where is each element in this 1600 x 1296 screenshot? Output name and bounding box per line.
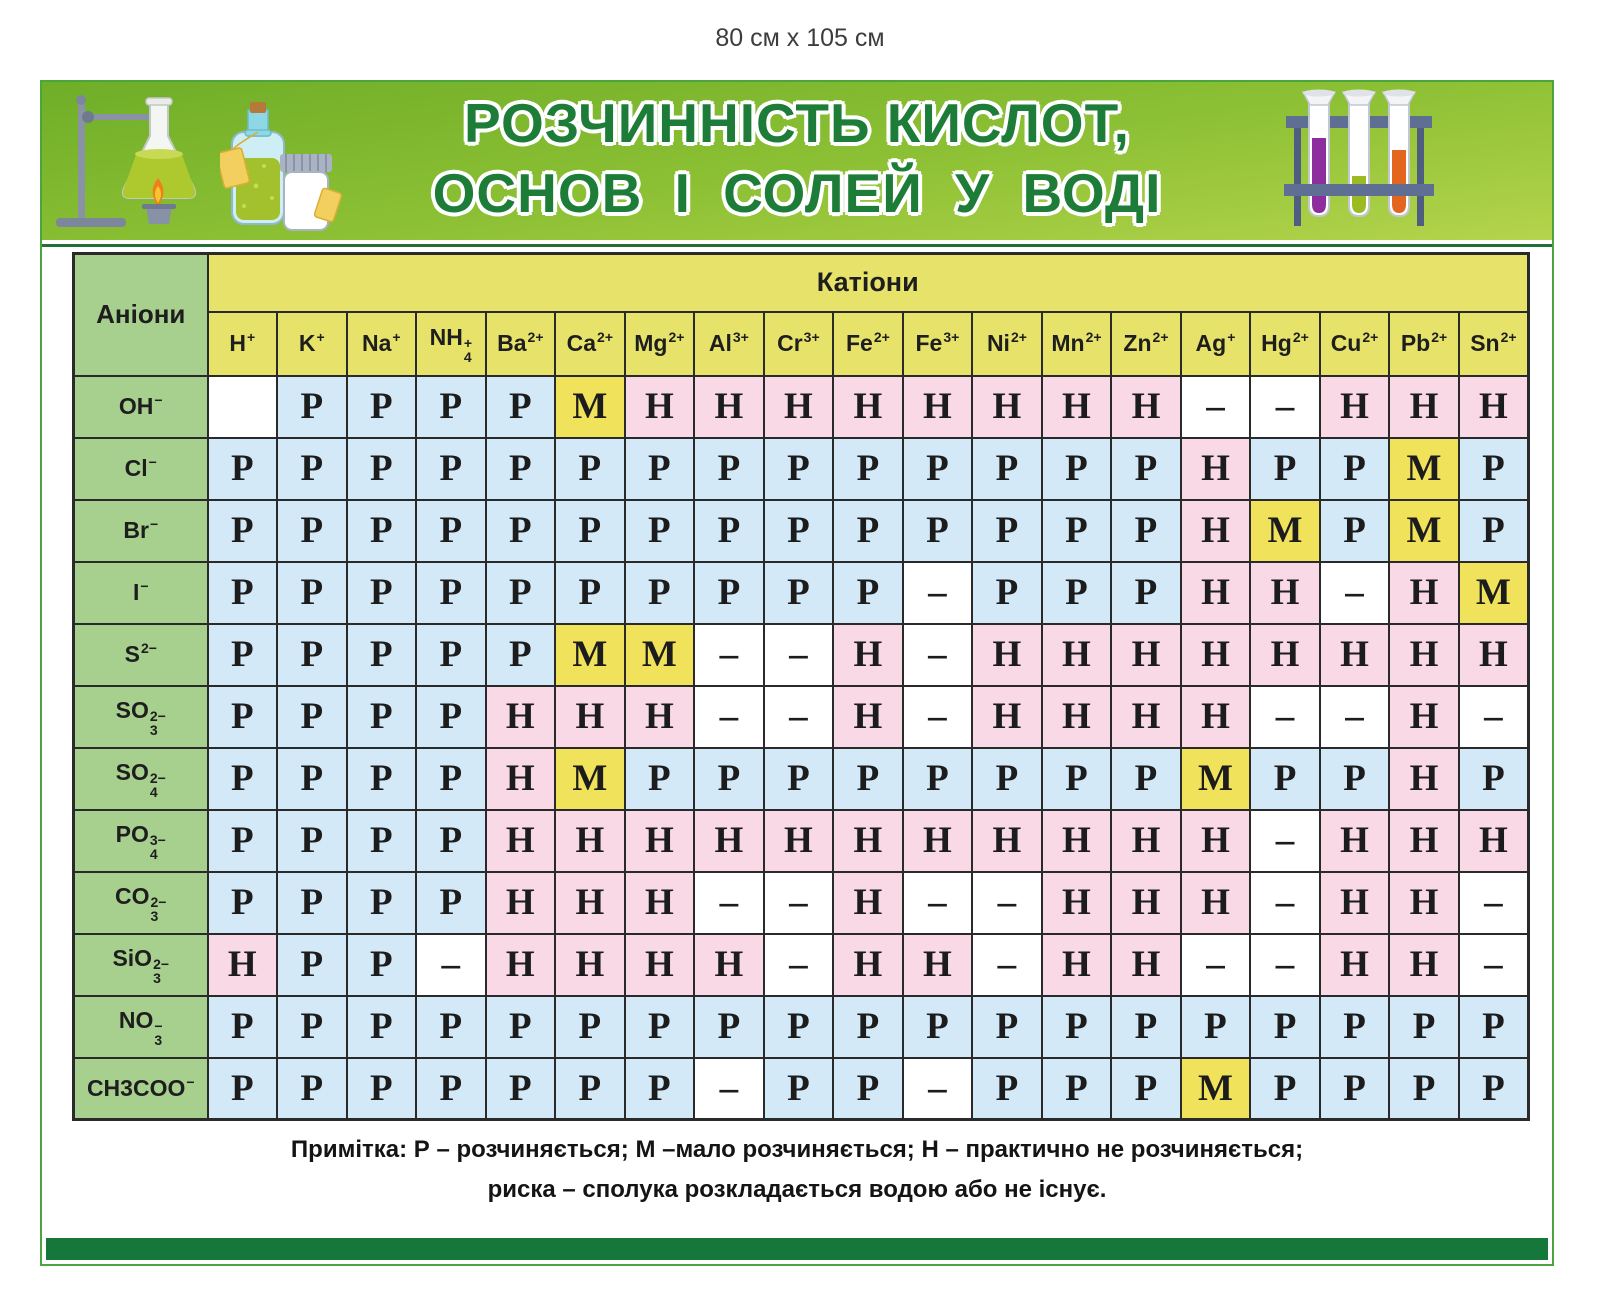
cation-header: $Fe^{2+}$ [833,312,903,376]
solubility-cell: Н [1320,872,1390,934]
solubility-cell: Р [347,500,417,562]
solubility-cell: Н [972,686,1042,748]
solubility-cell: Н [903,376,973,438]
solubility-cell: Р [1250,1058,1320,1120]
anion-header: PO 3− 4 [74,810,208,872]
solubility-cell: Н [833,810,903,872]
cation-header: $Ca^{2+}$ [555,312,625,376]
solubility-cell: Н [1250,562,1320,624]
solubility-cell: Р [1042,438,1112,500]
solubility-cell: Р [972,438,1042,500]
solubility-cell: М [555,748,625,810]
solubility-cell: – [1459,934,1529,996]
solubility-cell: Р [277,624,347,686]
cation-header: $Ni^{2+}$ [972,312,1042,376]
solubility-cell: Р [208,562,278,624]
solubility-cell: – [694,686,764,748]
solubility-cell: Р [1042,1058,1112,1120]
solubility-cell: Р [277,872,347,934]
solubility-cell: Н [1111,934,1181,996]
solubility-cell: Р [764,438,834,500]
solubility-cell [208,376,278,438]
solubility-cell: Н [1111,872,1181,934]
solubility-table [72,252,1530,1121]
solubility-cell: Р [347,562,417,624]
solubility-cell: Р [347,810,417,872]
anion-header: Br− [74,500,208,562]
anion-header: SO 2− 3 [74,686,208,748]
solubility-cell: Р [625,748,695,810]
table-row [74,438,1529,500]
solubility-cell: Р [833,500,903,562]
solubility-cell: Н [1389,376,1459,438]
cation-header: $Hg^{2+}$ [1250,312,1320,376]
solubility-cell: Н [1111,810,1181,872]
solubility-cell: Р [416,624,486,686]
solubility-cell: Р [277,934,347,996]
solubility-cell: М [555,624,625,686]
solubility-cell: Р [486,624,556,686]
cation-header: $Cr^{3+}$ [764,312,834,376]
solubility-cell: Р [972,748,1042,810]
banner-rule [42,244,1552,247]
solubility-cell: – [903,872,973,934]
solubility-cell: Н [1389,934,1459,996]
solubility-cell: Р [1111,562,1181,624]
solubility-cell: Р [625,562,695,624]
solubility-cell: Р [416,438,486,500]
solubility-cell: Н [625,872,695,934]
solubility-cell: Р [1111,748,1181,810]
solubility-cell: – [1181,376,1251,438]
solubility-cell: Р [555,1058,625,1120]
solubility-cell: Р [277,562,347,624]
solubility-cell: – [1250,934,1320,996]
solubility-cell: М [1181,748,1251,810]
solubility-cell: Р [903,500,973,562]
solubility-cell: Р [694,500,764,562]
solubility-cell: Р [347,748,417,810]
bottom-bar [46,1238,1548,1260]
solubility-cell: Р [277,810,347,872]
cation-header: $Zn^{2+}$ [1111,312,1181,376]
solubility-cell: Р [486,500,556,562]
solubility-cell: Р [486,562,556,624]
solubility-cell: – [972,872,1042,934]
solubility-cell: Р [903,996,973,1058]
solubility-cell: Р [416,872,486,934]
solubility-cell: Н [1181,562,1251,624]
solubility-cell: Н [486,872,556,934]
solubility-cell: Н [1111,686,1181,748]
solubility-cell: Н [208,934,278,996]
solubility-cell: Р [1320,748,1390,810]
solubility-cell: Р [1111,1058,1181,1120]
solubility-cell: М [1389,438,1459,500]
solubility-cell: Н [694,934,764,996]
solubility-cell: Н [833,624,903,686]
solubility-cell: Н [1181,872,1251,934]
table-row [74,1058,1529,1120]
anion-header: $S^{2-}$ [74,624,208,686]
solubility-cell: – [1459,686,1529,748]
solubility-cell: Р [208,872,278,934]
footnote-line-1: Примітка: Р – розчиняється; М –мало розчиняється; Н – практично не розчиняється; [290,1136,1304,1163]
solubility-cell: Р [277,748,347,810]
solubility-cell: Р [277,1058,347,1120]
solubility-cell: – [694,872,764,934]
solubility-cell: Р [764,748,834,810]
solubility-cell: Р [347,376,417,438]
solubility-cell: Р [833,562,903,624]
anion-header: SO 2− 4 [74,748,208,810]
solubility-cell: – [764,872,834,934]
solubility-cell: Р [764,500,834,562]
solubility-cell: Р [486,996,556,1058]
solubility-cell: Р [1320,1058,1390,1120]
solubility-cell: Р [416,810,486,872]
table-row [74,748,1529,810]
solubility-cell: Р [1250,996,1320,1058]
solubility-cell: Н [1042,376,1112,438]
cation-header: $Al^{3+}$ [694,312,764,376]
footnote-line-2: риска – сполука розкладається водою або не існує. [487,1176,1107,1203]
anion-header: OH− [74,376,208,438]
solubility-cell: Н [1042,872,1112,934]
solubility-cell: Р [347,996,417,1058]
solubility-cell: Н [555,934,625,996]
solubility-cell: – [903,562,973,624]
solubility-cell: Р [555,438,625,500]
solubility-cell: Н [1320,376,1390,438]
solubility-cell: – [903,624,973,686]
solubility-cell: Р [208,624,278,686]
solubility-cell: Н [555,810,625,872]
solubility-cell: Н [1389,872,1459,934]
solubility-cell: М [625,624,695,686]
solubility-cell: Н [486,934,556,996]
solubility-cell: Р [1042,996,1112,1058]
solubility-cell: Р [625,996,695,1058]
solubility-cell: – [764,624,834,686]
solubility-cell: Р [416,500,486,562]
cation-header: $Mn^{2+}$ [1042,312,1112,376]
size-caption: 80 см х 105 см [715,24,885,52]
solubility-cell: Н [1459,376,1529,438]
solubility-cell: Р [972,500,1042,562]
banner [42,82,1552,240]
solubility-cell: – [1320,686,1390,748]
solubility-cell: Р [1459,438,1529,500]
solubility-cell: Р [1111,438,1181,500]
solubility-cell: – [972,934,1042,996]
solubility-cell: Р [625,500,695,562]
solubility-cell: Р [1320,438,1390,500]
solubility-cell: Н [555,872,625,934]
anion-header: Cl− [74,438,208,500]
solubility-cell: Н [1042,624,1112,686]
solubility-cell: Н [833,872,903,934]
solubility-cell: Н [1111,624,1181,686]
solubility-cell: Н [625,376,695,438]
solubility-cell: Н [1181,810,1251,872]
cation-header: NH + 4 [416,312,486,376]
solubility-cell: Р [833,996,903,1058]
solubility-cell: Н [694,810,764,872]
solubility-cell: Н [764,810,834,872]
solubility-cell: Н [1389,686,1459,748]
solubility-cell: Р [972,1058,1042,1120]
solubility-cell: Н [903,934,973,996]
solubility-cell: Н [1389,748,1459,810]
solubility-cell: Н [1111,376,1181,438]
solubility-cell: Р [1111,996,1181,1058]
solubility-cell: Р [694,562,764,624]
table-row [74,624,1529,686]
solubility-cell: Н [1389,624,1459,686]
table-row [74,810,1529,872]
solubility-cell: Р [208,438,278,500]
solubility-cell: Н [972,376,1042,438]
solubility-cell: Н [1459,624,1529,686]
cations-band-label: Катіони [208,254,1529,312]
solubility-cell: Р [1042,562,1112,624]
solubility-cell: Р [1250,438,1320,500]
solubility-cell: – [764,934,834,996]
solubility-cell: – [1250,376,1320,438]
cation-header: H+ [208,312,278,376]
solubility-cell: Н [1459,810,1529,872]
solubility-cell: Р [277,686,347,748]
solubility-cell: Н [1042,810,1112,872]
solubility-cell: – [903,1058,973,1120]
cation-header: Na+ [347,312,417,376]
solubility-cell: Н [1181,438,1251,500]
solubility-cell: – [764,686,834,748]
solubility-cell: Р [1389,996,1459,1058]
cation-header: Ag+ [1181,312,1251,376]
solubility-cell: – [416,934,486,996]
solubility-cell: Р [1111,500,1181,562]
solubility-cell: Р [1042,500,1112,562]
solubility-cell: Р [277,996,347,1058]
solubility-cell: – [903,686,973,748]
solubility-cell: М [1181,1058,1251,1120]
solubility-cell: Р [416,748,486,810]
solubility-cell: Р [1459,1058,1529,1120]
solubility-cell: Р [347,438,417,500]
cation-header: $Ba^{2+}$ [486,312,556,376]
table-row [74,934,1529,996]
solubility-cell: Н [972,624,1042,686]
solubility-cell: Р [903,438,973,500]
solubility-cell: Н [555,686,625,748]
solubility-cell: Р [486,1058,556,1120]
solubility-cell: М [1389,500,1459,562]
solubility-cell: Н [1181,686,1251,748]
solubility-cell: Р [208,996,278,1058]
solubility-cell: Р [972,996,1042,1058]
solubility-cell: Р [555,500,625,562]
cation-header: K+ [277,312,347,376]
anion-header: SiO 2− 3 [74,934,208,996]
solubility-cell: Н [625,934,695,996]
solubility-cell: Н [833,376,903,438]
solubility-cell: Н [1042,686,1112,748]
solubility-cell: – [1320,562,1390,624]
solubility-cell: Р [277,500,347,562]
solubility-cell: Р [694,996,764,1058]
solubility-cell: Р [1042,748,1112,810]
solubility-cell: Р [972,562,1042,624]
anion-header: CO 2− 3 [74,872,208,934]
solubility-cell: Н [1320,934,1390,996]
table-row [74,562,1529,624]
solubility-cell: Р [347,1058,417,1120]
solubility-cell: Н [1042,934,1112,996]
cation-header: $Pb^{2+}$ [1389,312,1459,376]
solubility-cell: Р [1320,500,1390,562]
poster [40,80,1554,1266]
solubility-cell: Р [625,438,695,500]
table-row [74,500,1529,562]
solubility-cell: Н [486,810,556,872]
footnote [42,1130,1552,1210]
test-tubes-illustration [1274,88,1444,233]
solubility-cell: Н [1320,810,1390,872]
anion-header: NO − 3 [74,996,208,1058]
solubility-cell: Н [486,748,556,810]
solubility-cell: Р [1320,996,1390,1058]
cation-header: $Sn^{2+}$ [1459,312,1529,376]
solubility-cell: Р [347,934,417,996]
solubility-cell: Р [694,748,764,810]
solubility-cell: Р [277,438,347,500]
solubility-cell: Н [764,376,834,438]
solubility-cell: Н [486,686,556,748]
solubility-cell: Н [1250,624,1320,686]
solubility-cell: Р [833,438,903,500]
cation-header: $Cu^{2+}$ [1320,312,1390,376]
solubility-cell: Н [625,810,695,872]
anions-corner-label: Аніони [74,254,208,376]
solubility-cell: Р [833,1058,903,1120]
solubility-cell: М [555,376,625,438]
solubility-cell: Р [694,438,764,500]
solubility-cell: Н [903,810,973,872]
solubility-cell: Р [1459,500,1529,562]
solubility-cell: Н [1389,562,1459,624]
solubility-cell: Р [208,500,278,562]
anion-header: CH3COO− [74,1058,208,1120]
solubility-cell: – [1250,872,1320,934]
solubility-cell: Р [416,562,486,624]
solubility-cell: Н [694,376,764,438]
poster-title [307,88,1287,228]
solubility-cell: Н [1320,624,1390,686]
solubility-cell: Р [486,438,556,500]
solubility-cell: Р [764,562,834,624]
title-line-2: ОСНОВ І СОЛЕЙ У ВОДІ [432,162,1162,224]
solubility-cell: Р [1389,1058,1459,1120]
title-line-1: РОЗЧИННІСТЬ КИСЛОТ, [464,92,1130,154]
solubility-cell: Н [833,934,903,996]
solubility-cell: Р [416,1058,486,1120]
solubility-cell: М [1459,562,1529,624]
table-row [74,686,1529,748]
solubility-cell: Р [764,1058,834,1120]
solubility-cell: Р [625,1058,695,1120]
table-row [74,376,1529,438]
solubility-cell: Р [833,748,903,810]
solubility-cell: Р [903,748,973,810]
solubility-cell: Р [208,686,278,748]
solubility-cell: Р [416,376,486,438]
solubility-cell: – [1181,934,1251,996]
solubility-cell: Н [625,686,695,748]
solubility-cell: Р [277,376,347,438]
solubility-cell: Р [1181,996,1251,1058]
solubility-cell: Р [347,872,417,934]
solubility-cell: Р [208,748,278,810]
solubility-cell: – [694,624,764,686]
solubility-cell: Н [1389,810,1459,872]
solubility-cell: – [1459,872,1529,934]
solubility-cell: Р [416,686,486,748]
solubility-cell: Р [208,810,278,872]
solubility-cell: Р [347,624,417,686]
table-row [74,872,1529,934]
cation-header: $Fe^{3+}$ [903,312,973,376]
solubility-cell: Р [486,376,556,438]
solubility-cell: Н [833,686,903,748]
anion-header: I− [74,562,208,624]
solubility-cell: Р [1459,996,1529,1058]
solubility-cell: Н [972,810,1042,872]
cation-header: $Mg^{2+}$ [625,312,695,376]
solubility-cell: Р [764,996,834,1058]
solubility-cell: Р [416,996,486,1058]
solubility-cell: Р [1459,748,1529,810]
solubility-cell: Н [1181,624,1251,686]
solubility-cell: Р [555,562,625,624]
solubility-cell: – [694,1058,764,1120]
solubility-cell: Н [1181,500,1251,562]
solubility-cell: Р [347,686,417,748]
solubility-cell: – [1250,810,1320,872]
solubility-cell: Р [208,1058,278,1120]
table-row [74,996,1529,1058]
solubility-cell: – [1250,686,1320,748]
solubility-cell: М [1250,500,1320,562]
solubility-cell: Р [1250,748,1320,810]
solubility-cell: Р [555,996,625,1058]
